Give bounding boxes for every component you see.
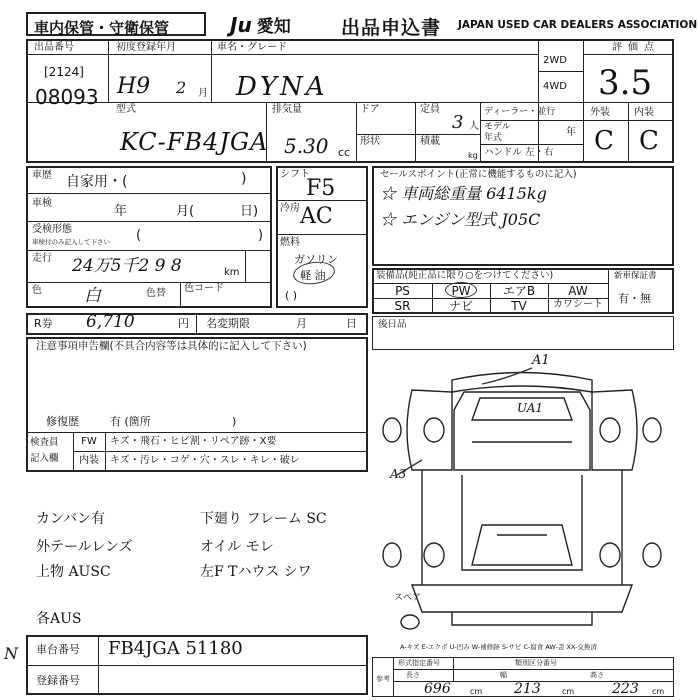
note-left-2: 外テールレンズ [36, 539, 133, 555]
first-registration-month: 2 [176, 78, 187, 97]
equipment-tv: TV [511, 299, 527, 313]
name-change-month: 月 [296, 317, 307, 330]
spec-category-label: 類別区分番号 [515, 659, 557, 667]
sales-point-label: セールスポイント(正常に機能するものに記入) [380, 169, 577, 180]
displacement-unit: cc [338, 146, 351, 159]
inspection-row-2: キズ・汚レ・コゲ・穴・スレ・キレ・破レ [110, 455, 300, 466]
score-value: 3.5 [598, 63, 653, 103]
capacity-value: 3 [452, 112, 464, 133]
spec-length-label: 長さ [406, 671, 420, 679]
height-unit: cm [652, 687, 665, 696]
note-right-1: 下廻り フレーム SC [200, 511, 327, 527]
height-value: 223 [612, 681, 639, 697]
color-label: 色 [32, 285, 42, 296]
ref-label: 参考 [376, 675, 390, 683]
note-left-margin: N [4, 644, 18, 663]
receive-type-note: 車検付のみ記入して下さい [32, 238, 110, 246]
inspection-month: 月( [176, 204, 195, 219]
logo-mark: Ju [230, 13, 252, 37]
recycle-unit: 円 [178, 317, 189, 330]
damage-diagram [372, 350, 672, 640]
month-unit: 月 [198, 88, 208, 99]
receive-paren-close: ) [258, 228, 264, 243]
model-value: KC-FB4JGA [120, 128, 269, 156]
sales-point-2: ☆ エンジン型式 J05C [380, 210, 541, 229]
note-right-2: オイル モレ [200, 539, 274, 555]
year-unit: 年 [566, 127, 576, 138]
fuel-label: 燃料 [280, 237, 300, 248]
equipment-ps: PS [395, 284, 410, 298]
history-label: 車歴 [32, 170, 52, 181]
length-value: 696 [424, 681, 451, 697]
fuel-other-paren: ( ) [285, 289, 298, 302]
inspection-row-1: キズ・飛石・ヒビ割・リペア跡・X要 [110, 436, 277, 447]
equipment-aw: AW [568, 284, 588, 298]
note-left-3: 上物 AUSC [36, 564, 111, 580]
note-left-1: カンバン有 [36, 511, 106, 527]
shape-label: 形状 [360, 136, 380, 147]
history-block [26, 166, 272, 308]
name-change-day: 日 [346, 317, 357, 330]
spec-model-designation-label: 形式指定番号 [398, 659, 440, 667]
mileage-unit: km [224, 267, 240, 278]
interior-label: 内装 [634, 107, 654, 118]
displacement-label: 排気量 [272, 104, 302, 115]
repair-history-close: ) [232, 415, 237, 428]
drive-4wd: 4WD [543, 81, 567, 92]
receive-type-label: 受検形態 [32, 224, 72, 235]
fuel-gasoline: ガソリン [294, 253, 338, 266]
lot-bracket: [2124] [44, 65, 84, 79]
load-label: 積載 [420, 136, 440, 147]
color-value: 白 [84, 286, 101, 306]
repair-history-label: 修復歴 [46, 415, 79, 428]
inspection-row-2-head: 内装 [79, 455, 99, 466]
recycle-value: 6,710 [86, 312, 135, 332]
spec-height-label: 高さ [590, 671, 604, 679]
drive-2wd: 2WD [543, 55, 567, 66]
length-unit: cm [470, 687, 483, 696]
damage-mark-a1: A1 [532, 353, 550, 368]
receive-paren-open: ( [136, 228, 142, 243]
shift-label: シフト [280, 169, 310, 180]
spare-label: スペア [394, 593, 422, 603]
inspector-label-2: 記入欄 [30, 453, 59, 464]
storage-badge-text: 車内保管・守衛保管 [34, 19, 170, 37]
lot-number-label: 出品番号 [34, 42, 74, 53]
load-unit: kg [468, 151, 478, 160]
note-bottom: 各AUS [36, 611, 82, 627]
capacity-unit: 人 [469, 121, 479, 132]
chassis-number-label: 車台番号 [36, 643, 80, 656]
equipment-airbag: エアB [502, 284, 536, 298]
chassis-number-value: FB4JGA 51180 [108, 638, 243, 659]
mileage-value: 24万5千2 9 8 [72, 256, 182, 276]
notes-label: 注意事項申告欄(不具合内容等は具体的に記入して下さい) [36, 340, 307, 352]
fuel-diesel: 軽 油 [300, 269, 326, 282]
color-code-label: 色コード [184, 283, 224, 294]
after-items-label: 後日品 [378, 319, 407, 330]
equipment-label: 装備品(純正品に限り○をつけてください) [376, 270, 554, 281]
model-year-label-1: モデル [484, 122, 511, 132]
score-label: 評価点 [612, 42, 660, 53]
history-close: ) [241, 171, 247, 187]
dealer-label: ディーラー・並行 [484, 107, 556, 117]
registration-number-label: 登録番号 [36, 674, 80, 687]
car-name-value: DYNA [236, 72, 328, 102]
ac-value: AC [300, 204, 333, 229]
repair-history-value: 有 (箇所 [110, 415, 151, 428]
capacity-label: 定員 [420, 104, 440, 115]
spec-width-label: 幅 [500, 671, 507, 679]
ac-label: 冷房 [280, 203, 300, 214]
warranty-value: 有・無 [618, 292, 651, 305]
warranty-label: 新車保証書 [614, 271, 657, 281]
exterior-label: 外装 [590, 107, 610, 118]
name-change-label: 名変期限 [206, 317, 250, 330]
inspection-label: 車検 [32, 198, 52, 209]
logo-text: 愛知 [256, 17, 291, 37]
sales-point-1: ☆ 車両総重量 6415kg [380, 184, 547, 203]
equipment-sr: SR [394, 299, 411, 313]
damage-mark-a3: A3 [390, 467, 407, 481]
form-title: 出品申込書 [341, 17, 442, 39]
inspection-day: 日) [240, 204, 259, 219]
equipment-navi: ナビ [448, 299, 473, 313]
model-year-label-2: 年式 [484, 133, 503, 143]
pw-circle-mark [445, 282, 477, 298]
width-unit: cm [562, 687, 575, 696]
mileage-label: 走行 [32, 253, 52, 264]
car-name-label: 車名・グレード [217, 42, 287, 53]
shift-value: F5 [306, 176, 336, 201]
width-value: 213 [514, 681, 541, 697]
displacement-value: 5.30 [284, 134, 329, 158]
model-label: 型式 [116, 104, 136, 115]
association-name: JAPAN USED CAR DEALERS ASSOCIATION [458, 19, 698, 31]
history-value: 自家用・( [66, 174, 128, 190]
recycle-label: R券 [34, 317, 53, 330]
damage-legend: A-キズ E-エクボ U-凹み W-補修跡 S-サビ C-腐食 AW-歪 XX-交換済 [400, 643, 597, 651]
equipment-seat: カワシート [553, 299, 603, 310]
damage-mark-ua1: UA1 [517, 401, 544, 415]
after-items-box [372, 316, 674, 350]
first-registration-label: 初度登録年月 [116, 42, 176, 53]
inspection-row-1-head: FW [81, 436, 97, 447]
inspection-year: 年 [114, 204, 128, 219]
first-registration-era: H9 [117, 74, 151, 99]
recycle-row [26, 313, 368, 335]
paint-change-label: 色替 [146, 288, 166, 299]
handle-label: ハンドル 左・右 [484, 147, 554, 158]
equipment-pw: PW [451, 284, 471, 298]
storage-badge [26, 12, 206, 36]
door-label: ドア [360, 104, 380, 115]
lot-number: 08093 [35, 85, 99, 109]
exterior-grade: C [594, 126, 614, 156]
inspector-label-1: 検査員 [30, 437, 59, 448]
interior-grade: C [639, 126, 659, 156]
logo [230, 12, 291, 37]
note-right-3: 左F Tハウス シワ [200, 564, 312, 580]
